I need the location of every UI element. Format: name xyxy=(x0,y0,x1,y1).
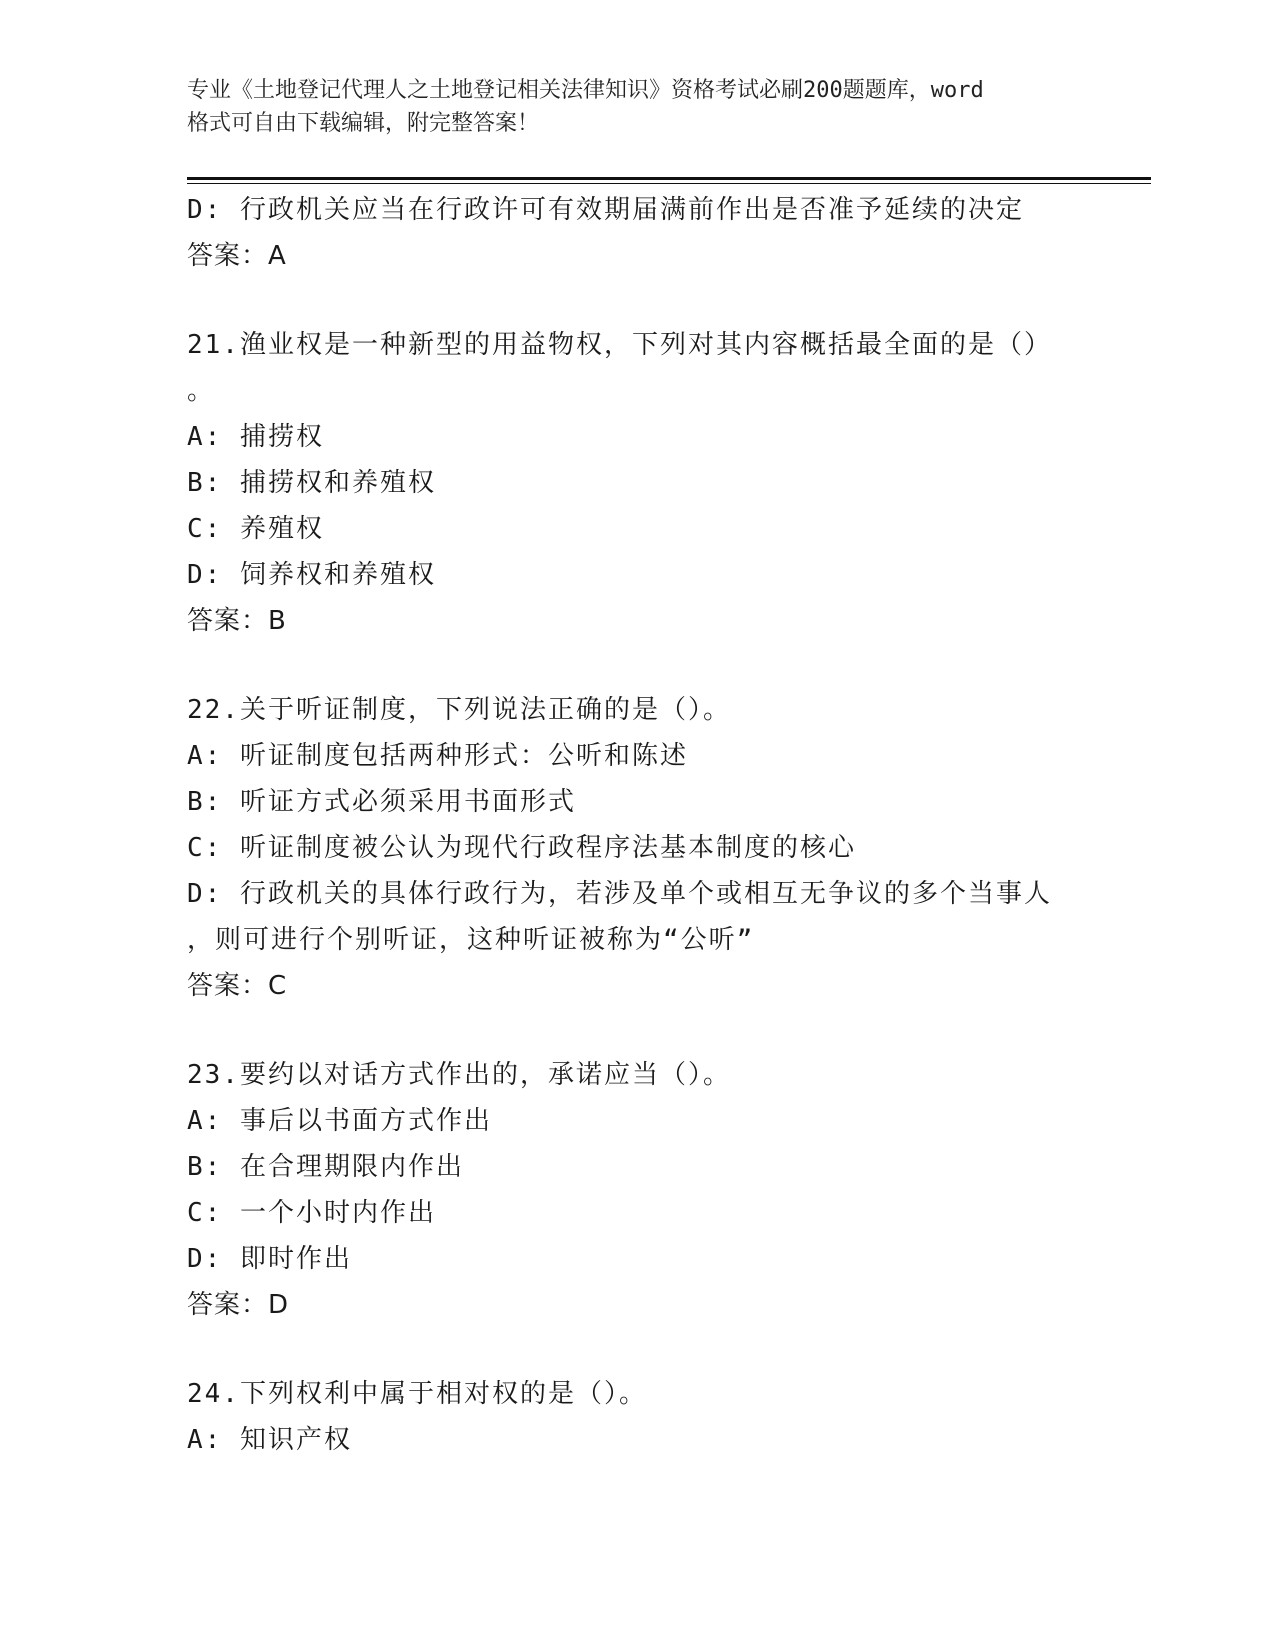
header-title-line-1: 专业《土地登记代理人之土地登记相关法律知识》资格考试必刷200题题库，word xyxy=(187,78,984,103)
option-c: C: 一个小时内作出 xyxy=(187,1198,436,1228)
question-22 xyxy=(187,687,1151,1009)
option-a: A: 事后以书面方式作出 xyxy=(187,1106,492,1136)
question-spacer xyxy=(187,1009,1151,1052)
answer-line: 答案：D xyxy=(187,1290,290,1320)
option-b: B: 在合理期限内作出 xyxy=(187,1152,464,1182)
option-d: D: 即时作出 xyxy=(187,1244,352,1274)
question-stem: 24.下列权利中属于相对权的是（）。 xyxy=(187,1379,647,1409)
option-a: A: 听证制度包括两种形式：公听和陈述 xyxy=(187,741,688,771)
previous-question-tail xyxy=(187,187,1151,279)
header-divider-thick xyxy=(187,177,1151,180)
option-d: D: 行政机关的具体行政行为，若涉及单个或相互无争议的多个当事人 xyxy=(187,879,1052,909)
question-stem: 23.要约以对话方式作出的，承诺应当（）。 xyxy=(187,1060,731,1090)
option-c: C: 听证制度被公认为现代行政程序法基本制度的核心 xyxy=(187,833,856,863)
answer-line: 答案：A xyxy=(187,241,287,271)
option-d: D: 行政机关应当在行政许可有效期届满前作出是否准予延续的决定 xyxy=(187,195,1024,225)
question-stem: 21.渔业权是一种新型的用益物权，下列对其内容概括最全面的是（） xyxy=(187,330,1052,360)
option-b: B: 捕捞权和养殖权 xyxy=(187,468,436,498)
header-title-line-2: 格式可自由下载编辑，附完整答案！ xyxy=(187,111,540,136)
question-stem-continuation: 。 xyxy=(187,376,216,406)
document-header xyxy=(187,74,1087,140)
answer-line: 答案：C xyxy=(187,971,288,1001)
header-divider-thin xyxy=(187,183,1151,184)
question-spacer xyxy=(187,644,1151,687)
option-c: C: 养殖权 xyxy=(187,514,324,544)
option-b: B: 听证方式必须采用书面形式 xyxy=(187,787,576,817)
question-list xyxy=(187,187,1151,1463)
question-stem: 22.关于听证制度，下列说法正确的是（）。 xyxy=(187,695,731,725)
question-21 xyxy=(187,322,1151,644)
question-23 xyxy=(187,1052,1151,1328)
question-spacer xyxy=(187,279,1151,322)
question-spacer xyxy=(187,1328,1151,1371)
option-d: D: 饲养权和养殖权 xyxy=(187,560,436,590)
option-a: A: 捕捞权 xyxy=(187,422,324,452)
question-24 xyxy=(187,1371,1151,1463)
option-d-continuation: ，则可进行个别听证，这种听证被称为“公听” xyxy=(187,925,755,955)
option-a: A: 知识产权 xyxy=(187,1425,352,1455)
answer-line: 答案：B xyxy=(187,606,287,636)
